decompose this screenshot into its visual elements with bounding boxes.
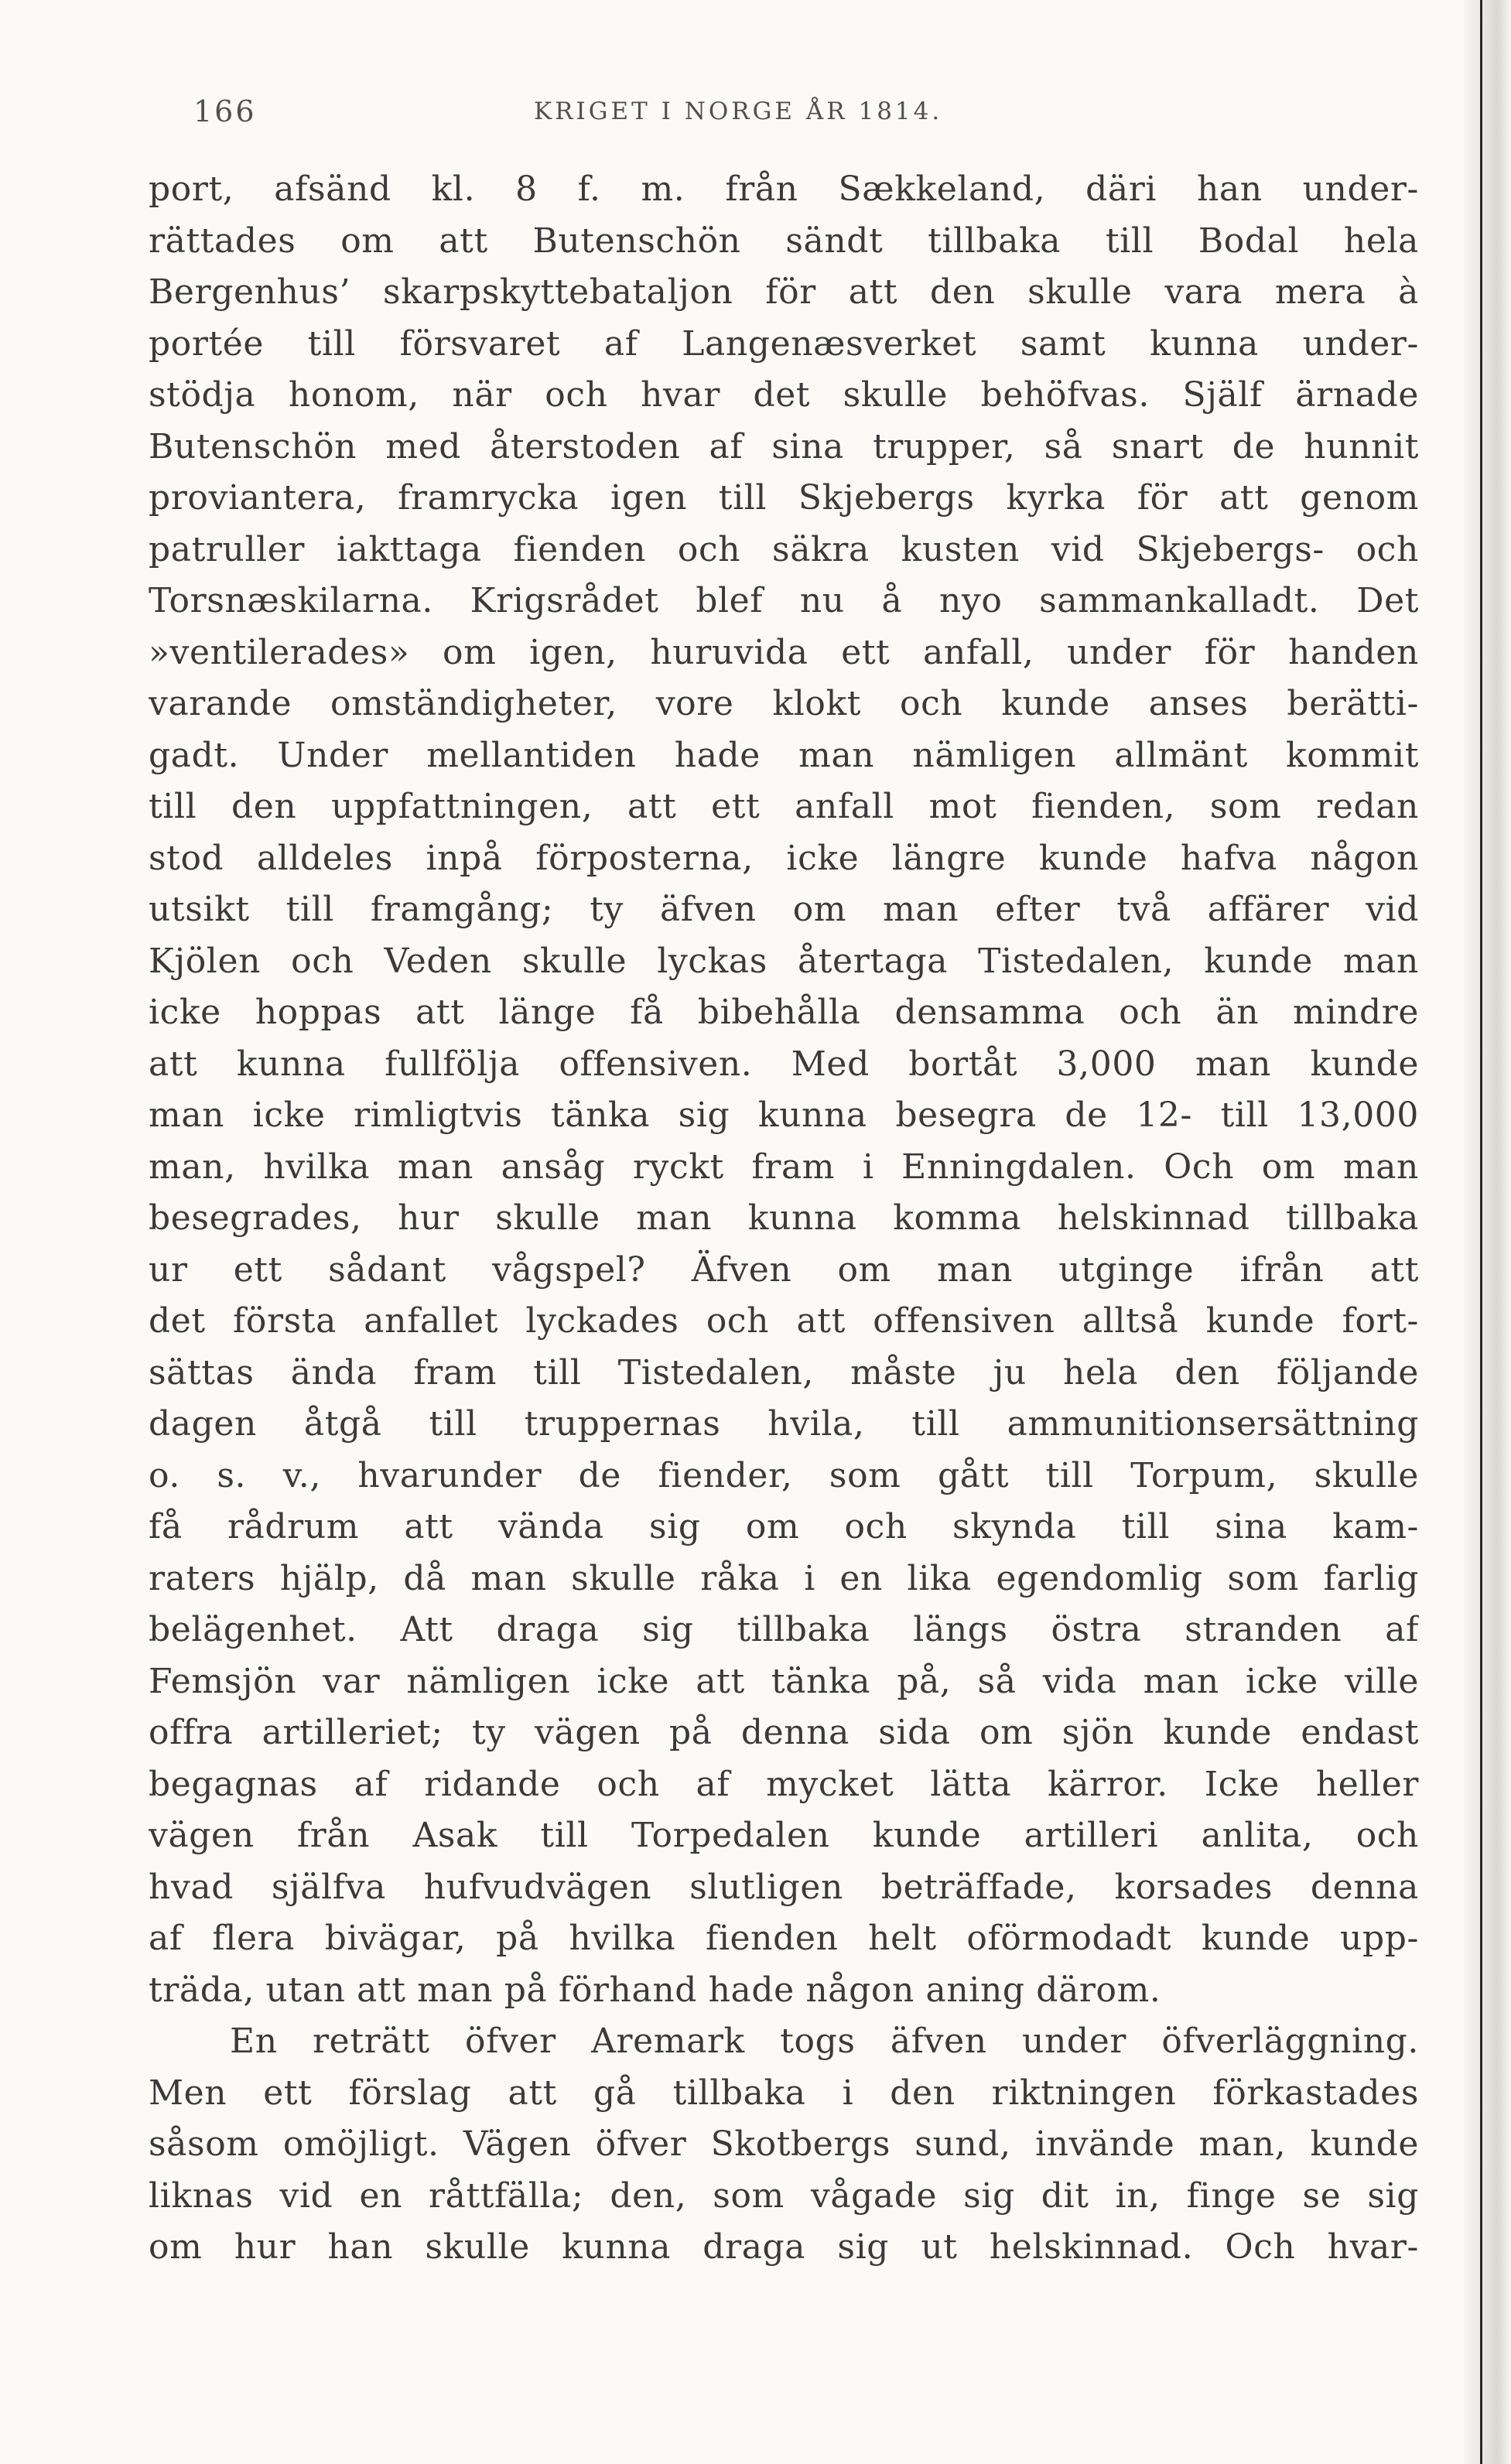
text-line: gadt. Under mellantiden hade man nämligen allmänt kommit: [149, 735, 1419, 775]
text-line: o. s. v., hvarunder de fiender, som gått till Torpum, skulle: [149, 1455, 1419, 1495]
running-title: KRIGET I NORGE ÅR 1814.: [534, 97, 943, 125]
text-line: såsom omöjligt. Vägen öfver Skotbergs sund, invände man, kunde: [149, 2124, 1419, 2164]
text-line: sättas ända fram till Tistedalen, måste ju hela den följande: [149, 1352, 1419, 1393]
text-line: det första anfallet lyckades och att offensiven alltså kunde fort-: [149, 1301, 1419, 1341]
text-line: Femsjön var nämligen icke att tänka på, så vida man icke ville: [149, 1661, 1419, 1701]
page-edge-line: [1480, 0, 1482, 2464]
text-line: träda, utan att man på förhand hade någon aning därom.: [149, 1970, 1161, 2010]
text-line: stod alldeles inpå förposterna, icke längre kunde hafva någon: [149, 838, 1419, 878]
page-header: [193, 94, 1424, 141]
text-line: om hur han skulle kunna draga sig ut helskinnad. Och hvar-: [149, 2227, 1419, 2267]
text-line: begagnas af ridande och af mycket lätta kärror. Icke heller: [149, 1764, 1419, 1804]
text-line: stödja honom, när och hvar det skulle behöfvas. Själf ärnade: [149, 375, 1419, 415]
page-edge: [1465, 0, 1511, 2464]
text-line: offra artilleriet; ty vägen på denna sida om sjön kunde endast: [149, 1713, 1419, 1752]
text-line: patruller iakttaga fienden och säkra kusten vid Skjebergs- och: [149, 529, 1419, 569]
text-line: raters hjälp, då man skulle råka i en lika egendomlig som farlig: [149, 1558, 1419, 1598]
text-line: vägen från Asak till Torpedalen kunde artilleri anlita, och: [149, 1816, 1419, 1855]
text-line: man, hvilka man ansåg ryckt fram i Enningdalen. Och om man: [149, 1147, 1419, 1187]
text-line: En reträtt öfver Aremark togs äfven under öfverläggning.: [230, 2021, 1419, 2061]
text-line: af flera bivägar, på hvilka fienden helt oförmodadt kunde upp-: [149, 1919, 1419, 1958]
text-line: Torsnæskilarna. Krigsrådet blef nu å nyo sammankalladt. Det: [149, 581, 1419, 620]
text-line: utsikt till framgång; ty äfven om man efter två affärer vid: [149, 890, 1419, 929]
page-number: 166: [193, 94, 257, 128]
text-line: icke hoppas att länge få bibehålla densamma och än mindre: [149, 993, 1419, 1032]
text-line: »ventilerades» om igen, huruvida ett anfall, under för handen: [149, 632, 1419, 672]
text-line: liknas vid en råttfälla; den, som vågade sig dit in, finge se sig: [149, 2175, 1419, 2216]
text-line: portée till försvaret af Langenæsverket samt kunna under-: [149, 323, 1419, 364]
text-line: Butenschön med återstoden af sina trupper, så snart de hunnit: [149, 426, 1419, 466]
text-line: ur ett sådant vågspel? Äfven om man utginge ifrån att: [149, 1249, 1419, 1290]
text-line: dagen åtgå till truppernas hvila, till ammunitionsersättning: [149, 1404, 1419, 1444]
text-line: besegrades, hur skulle man kunna komma helskinnad tillbaka: [149, 1198, 1419, 1238]
text-line: Kjölen och Veden skulle lyckas återtaga Tistedalen, kunde man: [149, 941, 1419, 981]
text-line: Men ett förslag att gå tillbaka i den riktningen förkastades: [149, 2073, 1419, 2113]
text-line: Bergenhus’ skarpskyttebataljon för att den skulle vara mera à: [149, 272, 1419, 312]
text-line: rättades om att Butenschön sändt tillbaka till Bodal hela: [149, 220, 1419, 261]
text-line: proviantera, framrycka igen till Skjebergs kyrka för att genom: [149, 478, 1419, 518]
text-line: port, afsänd kl. 8 f. m. från Sækkeland, däri han under-: [149, 169, 1419, 209]
text-line: till den uppfattningen, att ett anfall mot fienden, som redan: [149, 787, 1419, 826]
body-text: [149, 164, 1419, 2274]
text-line: hvad själfva hufvudvägen slutligen beträffade, korsades denna: [149, 1867, 1419, 1907]
text-line: att kunna fullfölja offensiven. Med bortåt 3,000 man kunde: [149, 1044, 1419, 1084]
text-line: varande omständigheter, vore klokt och kunde anses berätti-: [149, 684, 1419, 723]
text-line: man icke rimligtvis tänka sig kunna besegra de 12- till 13,000: [149, 1095, 1419, 1135]
text-line: få rådrum att vända sig om och skynda till sina kam-: [149, 1507, 1419, 1546]
text-line: belägenhet. Att draga sig tillbaka längs östra stranden af: [149, 1610, 1419, 1649]
